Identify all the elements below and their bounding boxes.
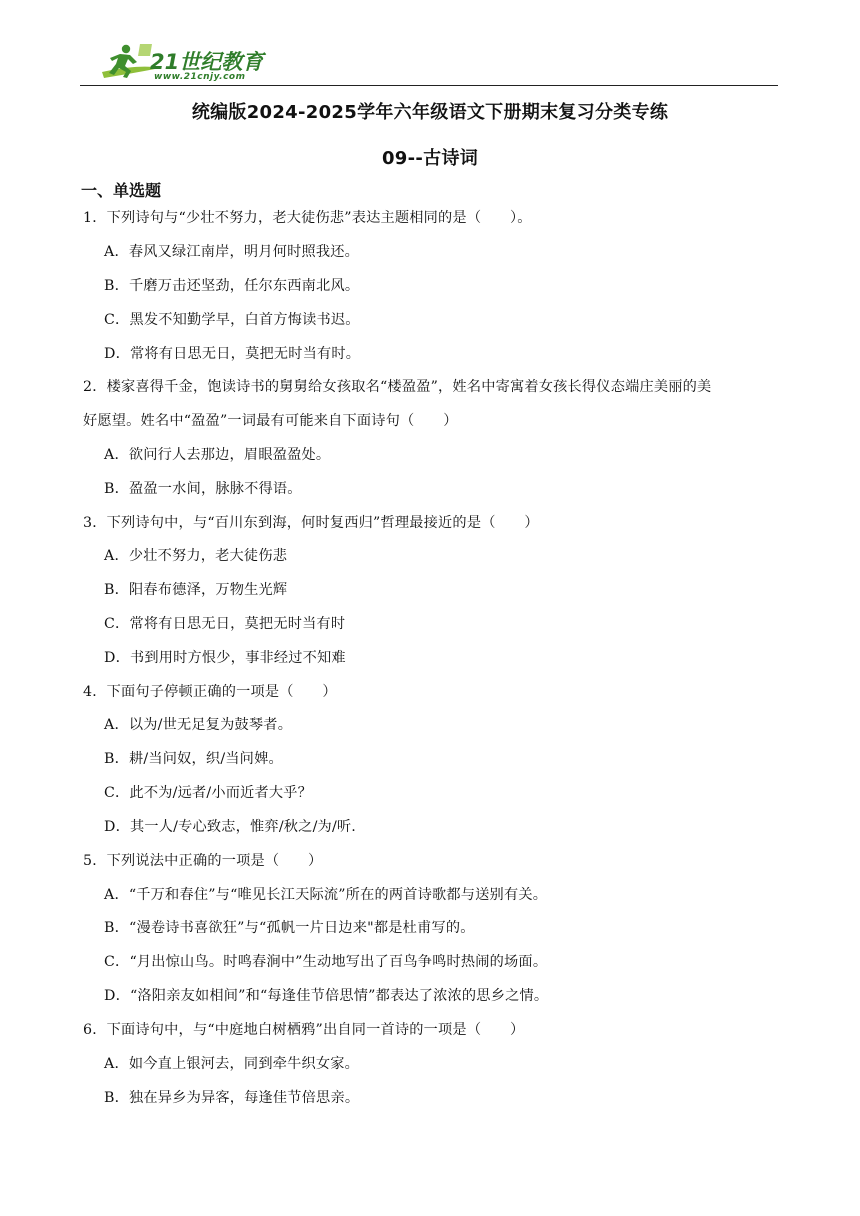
question-4-option-a: A．以为/世无足复为鼓琴者。 [104,717,293,733]
logo [100,42,270,84]
question-6-stem: 6．下面诗句中，与“中庭地白树栖鸦”出自同一首诗的一项是（ ） [83,1022,525,1038]
logo-text: 21世纪教育 [150,50,264,74]
question-1-option-b: B．千磨万击还坚劲，任尔东西南北风。 [104,278,360,294]
question-1-stem: 1．下列诗句与“少壮不努力，老大徒伤悲”表达主题相同的是（ ）。 [83,210,532,226]
question-2-option-b: B．盈盈一水间，脉脉不得语。 [104,481,302,497]
question-3-option-d: D．书到用时方恨少，事非经过不知难 [104,650,346,666]
question-5-option-b: B．“漫卷诗书喜欲狂”与“孤帆一片日边来"都是杜甫写的。 [104,920,475,936]
question-5-option-a: A．“千万和春住”与“唯见长江天际流”所在的两首诗歌都与送别有关。 [104,887,548,903]
question-2-stem-line2: 好愿望。姓名中“盈盈”一词最有可能来自下面诗句（ ） [83,413,458,429]
question-3-option-a: A．少壮不努力，老大徒伤悲 [104,548,288,564]
question-1-option-a: A．春风又绿江南岸，明月何时照我还。 [104,244,360,260]
question-1-option-d: D．常将有日思无日，莫把无时当有时。 [104,346,361,362]
question-1-option-c: C．黑发不知勤学早，白首方悔读书迟。 [104,312,360,328]
document-subtitle: 09--古诗词 [381,148,479,169]
question-4-option-b: B．耕/当问奴，织/当问婢。 [104,751,283,767]
question-5-stem: 5．下列说法中正确的一项是（ ） [83,853,323,869]
header-divider [80,85,778,86]
question-3-option-b: B．阳春布德泽，万物生光辉 [104,582,288,598]
logo-url: www.21cnjy.com [154,72,246,82]
page-header [100,42,780,86]
question-4-option-d: D．其一人/专心致志，惟弈/秋之/为/听. [104,819,357,835]
document-title: 统编版2024-2025学年六年级语文下册期末复习分类专练 [191,102,669,123]
question-5-option-d: D．“洛阳亲友如相间”和“每逢佳节倍思情”都表达了浓浓的思乡之情。 [104,988,549,1004]
question-6-option-a: A．如今直上银河去，同到牵牛织女家。 [104,1056,360,1072]
question-3-option-c: C．常将有日思无日，莫把无时当有时 [104,616,346,632]
question-3-stem: 3．下列诗句中，与“百川东到海，何时复西归”哲理最接近的是（ ） [83,515,539,531]
section-heading: 一、单选题 [81,181,162,200]
question-2-stem-line1: 2．楼家喜得千金，饱读诗书的舅舅给女孩取名“楼盈盈”，姓名中寄寓着女孩长得仪态端庄美丽的美 [83,379,712,395]
question-6-option-b: B．独在异乡为异客，每逢佳节倍思亲。 [104,1090,360,1106]
question-2-option-a: A．欲问行人去那边，眉眼盈盈处。 [104,447,331,463]
question-4-option-c: C．此不为/远者/小而近者大乎？ [104,785,313,801]
question-4-stem: 4．下面句子停顿正确的一项是（ ） [83,684,337,700]
question-5-option-c: C．“月出惊山鸟。时鸣春涧中”生动地写出了百鸟争鸣时热闹的场面。 [104,954,548,970]
